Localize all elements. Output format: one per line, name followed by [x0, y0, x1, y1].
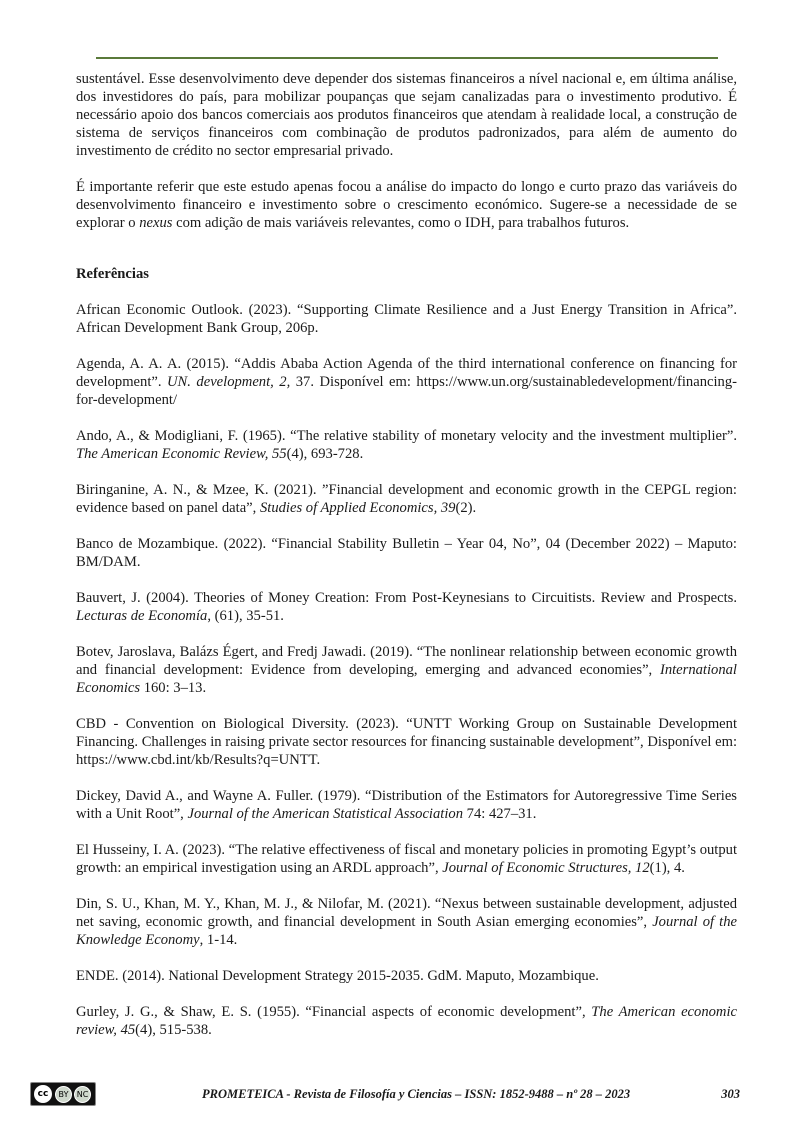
references-heading: Referências [76, 266, 149, 282]
reference-item: Botev, Jaroslava, Balázs Égert, and Fredj Jawadi. (2019). “The nonlinear relationship between economic growth and financial development: Evidence from developing, emerging and advanced economies”, International Economics 160: 3–13. [76, 644, 737, 696]
page-footer [30, 1082, 740, 1108]
reference-item: Banco de Mozambique. (2022). “Financial Stability Bulletin – Year 04, No”, 04 (December 2022) – Maputo: BM/DAM. [76, 536, 737, 570]
paragraph-2-text-a: É importante referir que este estudo apenas focou a análise do impacto do longo e curto prazo das variáveis do desenvolvimento financeiro e investimento sobre o crescimento económico. Sugere-se a necessidade de se explorar o [76, 179, 737, 231]
reference-item: Biringanine, A. N., & Mzee, K. (2021). ”Financial development and economic growth in the CEPGL region: evidence based on panel data”, Studies of Applied Economics, 39(2). [76, 482, 737, 516]
reference-item: ENDE. (2014). National Development Strategy 2015-2035. GdM. Maputo, Mozambique. [76, 968, 599, 984]
reference-item: Agenda, A. A. A. (2015). “Addis Ababa Action Agenda of the third international conference on financing for development”. UN. development, 2, 37. Disponível em: https://www.un.org/sustainabledevelopment/financing-for-development/ [76, 356, 737, 408]
cc-icon: cc [34, 1085, 52, 1103]
creative-commons-license-badge[interactable] [30, 1082, 96, 1106]
reference-item: Din, S. U., Khan, M. Y., Khan, M. J., & Nilofar, M. (2021). “Nexus between sustainable development, adjusted net saving, economic growth, and financial development in South Asian emerging economies”, Journal of the Knowledge Economy, 1-14. [76, 896, 737, 948]
noncommercial-icon: NC [74, 1086, 91, 1103]
by-attribution-icon: BY [55, 1086, 72, 1103]
paragraph-2-text-b: com adição de mais variáveis relevantes, como o IDH, para trabalhos futuros. [172, 215, 630, 231]
journal-citation: PROMETEICA - Revista de Filosofía y Ciencias – ISSN: 1852-9488 – nº 28 – 2023 [202, 1087, 631, 1101]
paragraph-2-emphasis: nexus [139, 215, 173, 231]
header-rule [96, 57, 718, 59]
reference-item: Dickey, David A., and Wayne A. Fuller. (1979). “Distribution of the Estimators for Autoregressive Time Series with a Unit Root”, Journal of the American Statistical Association 74: 427–31. [76, 788, 737, 822]
reference-item: African Economic Outlook. (2023). “Supporting Climate Resilience and a Just Energy Transition in Africa”. African Development Bank Group, 206p. [76, 302, 737, 336]
body-paragraph-2 [76, 178, 737, 232]
reference-item: CBD - Convention on Biological Diversity. (2023). “UNTT Working Group on Sustainable Development Financing. Challenges in raising private sector resources for financing sustainable development”, Disponível em: https://www.cbd.int/kb/Results?q=UNTT. [76, 716, 737, 768]
reference-item: Ando, A., & Modigliani, F. (1965). “The relative stability of monetary velocity and the investment multiplier”. The American Economic Review, 55(4), 693-728. [76, 428, 737, 462]
page-number: 303 [721, 1087, 740, 1101]
reference-item: Bauvert, J. (2004). Theories of Money Creation: From Post-Keynesians to Circuitists. Review and Prospects. Lecturas de Economía, (61), 35-51. [76, 590, 737, 624]
reference-item: Gurley, J. G., & Shaw, E. S. (1955). “Financial aspects of economic development”, The American economic review, 45(4), 515-538. [76, 1004, 737, 1038]
page-content [76, 70, 737, 1057]
reference-item: El Husseiny, I. A. (2023). “The relative effectiveness of fiscal and monetary policies in promoting Egypt’s output growth: an empirical investigation using an ARDL approach”, Journal of Economic Structures, 12(1), 4. [76, 842, 738, 876]
reference-list [76, 301, 737, 1039]
body-paragraph-1: sustentável. Esse desenvolvimento deve depender dos sistemas financeiros a nível nacional e, em última análise, dos investidores do país, para mobilizar poupanças que sejam canalizadas para o investimento produtivo. É necessário apoio dos bancos comerciais aos produtos financeiros que atendam à realidade local, a construção de sistema de serviços financeiros com combinação de produtos padronizados, para além de aumento do investimento de crédito no sector empresarial privado. [76, 71, 737, 159]
